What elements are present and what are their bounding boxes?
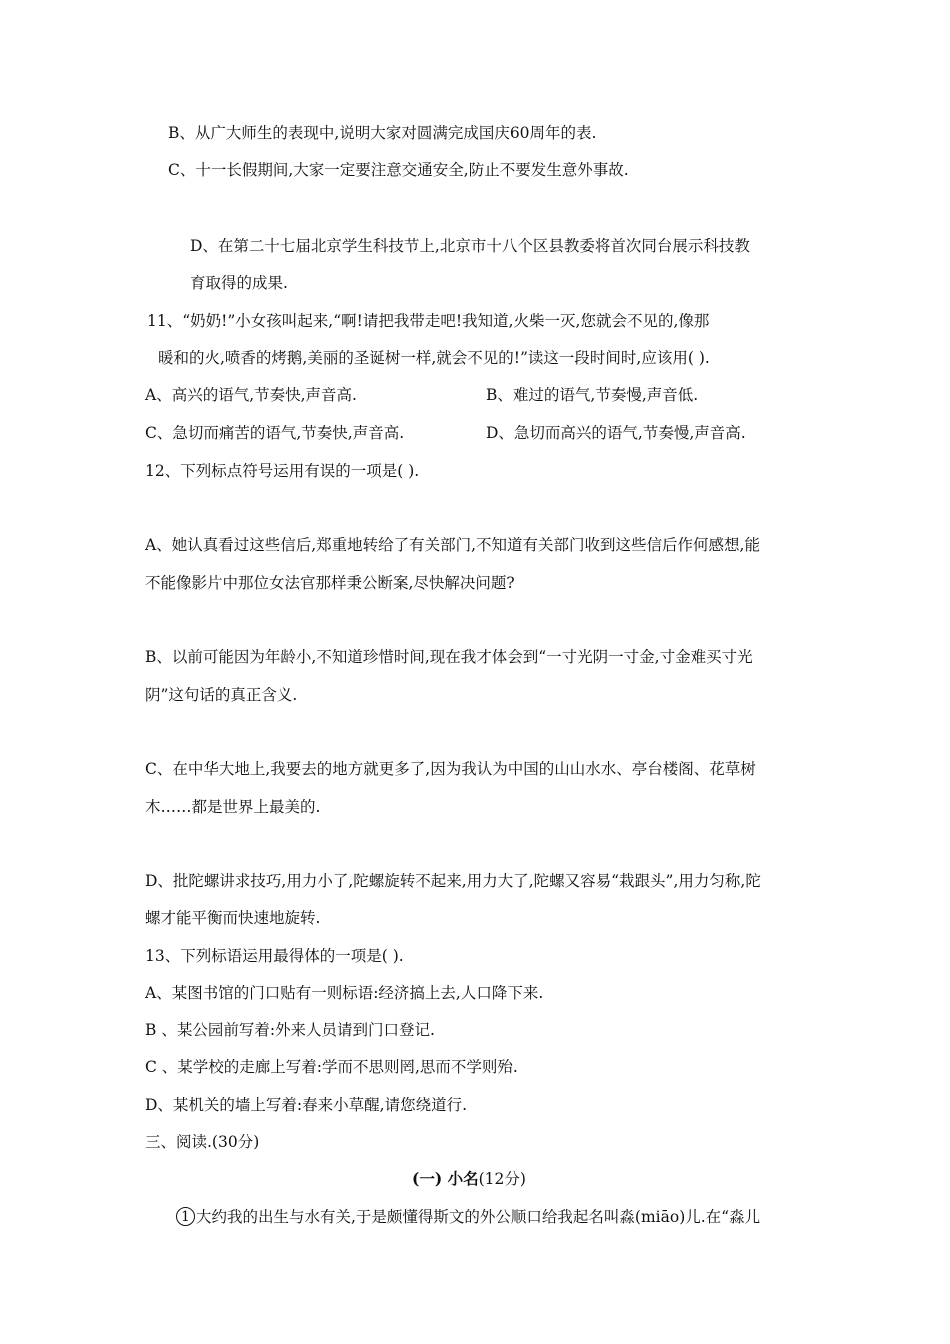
paragraph-1 bbox=[176, 1207, 760, 1227]
q12-option-c-line2: 木……都是世界上最美的. bbox=[145, 798, 321, 816]
q12-option-d-line1: D、批陀螺讲求技巧,用力小了,陀螺旋转不起来,用力大了,陀螺又容易“栽跟头”,用力匀称,陀 bbox=[145, 872, 761, 890]
passage-title bbox=[412, 1169, 526, 1189]
q12-option-a-line1: A、她认真看过这些信后,郑重地转给了有关部门,不知道有关部门收到这些信后作何感想,能 bbox=[145, 536, 760, 554]
q10-option-c: C、十一长假期间,大家一定要注意交通安全,防止不要发生意外事故. bbox=[168, 161, 629, 179]
q10-option-b: B、从广大师生的表现中,说明大家对圆满完成国庆60周年的表. bbox=[168, 124, 597, 142]
q12-stem: 12、下列标点符号运用有误的一项是( ). bbox=[145, 462, 420, 480]
q11-stem-line1: 11、“奶奶!”小女孩叫起来,“啊!请把我带走吧!我知道,火柴一灭,您就会不见的,像那 bbox=[147, 312, 710, 330]
q13-option-b: B 、某公园前写着:外来人员请到门口登记. bbox=[145, 1021, 435, 1039]
q11-option-c: C、急切而痛苦的语气,节奏快,声音高. bbox=[145, 424, 405, 442]
q12-option-b-line2: 阴”这句话的真正含义. bbox=[145, 686, 298, 704]
section-heading: 三、阅读.(30分) bbox=[145, 1133, 260, 1151]
q12-option-a-line2: 不能像影片中那位女法官那样秉公断案,尽快解决问题? bbox=[145, 574, 515, 592]
paragraph-1-text: 大约我的出生与水有关,于是颇懂得斯文的外公顺口给我起名叫淼(miāo)儿.在“淼儿 bbox=[196, 1208, 761, 1226]
q13-stem: 13、下列标语运用最得体的一项是( ). bbox=[145, 947, 404, 965]
q13-option-d: D、某机关的墙上写着:春来小草醒,请您绕道行. bbox=[145, 1096, 468, 1114]
q11-option-d: D、急切而高兴的语气,节奏慢,声音高. bbox=[486, 424, 746, 442]
paragraph-number-badge: 1 bbox=[176, 1207, 195, 1226]
q12-option-c-line1: C、在中华大地上,我要去的地方就更多了,因为我认为中国的山山水水、亭台楼阁、花草树 bbox=[145, 760, 756, 778]
q12-option-d-line2: 螺才能平衡而快速地旋转. bbox=[145, 909, 321, 927]
passage-title-text: (一) 小名 bbox=[412, 1169, 479, 1188]
q10-option-d-line2: 育取得的成果. bbox=[190, 274, 288, 292]
q13-option-a: A、某图书馆的门口贴有一则标语:经济搞上去,人口降下来. bbox=[145, 984, 544, 1002]
passage-title-score: (12分) bbox=[478, 1170, 526, 1188]
q11-option-b: B、难过的语气,节奏慢,声音低. bbox=[486, 386, 699, 404]
q10-option-d-line1: D、在第二十七届北京学生科技节上,北京市十八个区县教委将首次同台展示科技教 bbox=[190, 237, 750, 255]
q13-option-c: C 、某学校的走廊上写着:学而不思则罔,思而不学则殆. bbox=[145, 1058, 518, 1076]
q11-stem-line2: 暖和的火,喷香的烤鹅,美丽的圣诞树一样,就会不见的!”读这一段时间时,应该用( ). bbox=[158, 349, 710, 367]
q11-option-a: A、高兴的语气,节奏快,声音高. bbox=[145, 386, 357, 404]
q12-option-b-line1: B、以前可能因为年龄小,不知道珍惜时间,现在我才体会到“一寸光阴一寸金,寸金难买寸光 bbox=[145, 648, 753, 666]
